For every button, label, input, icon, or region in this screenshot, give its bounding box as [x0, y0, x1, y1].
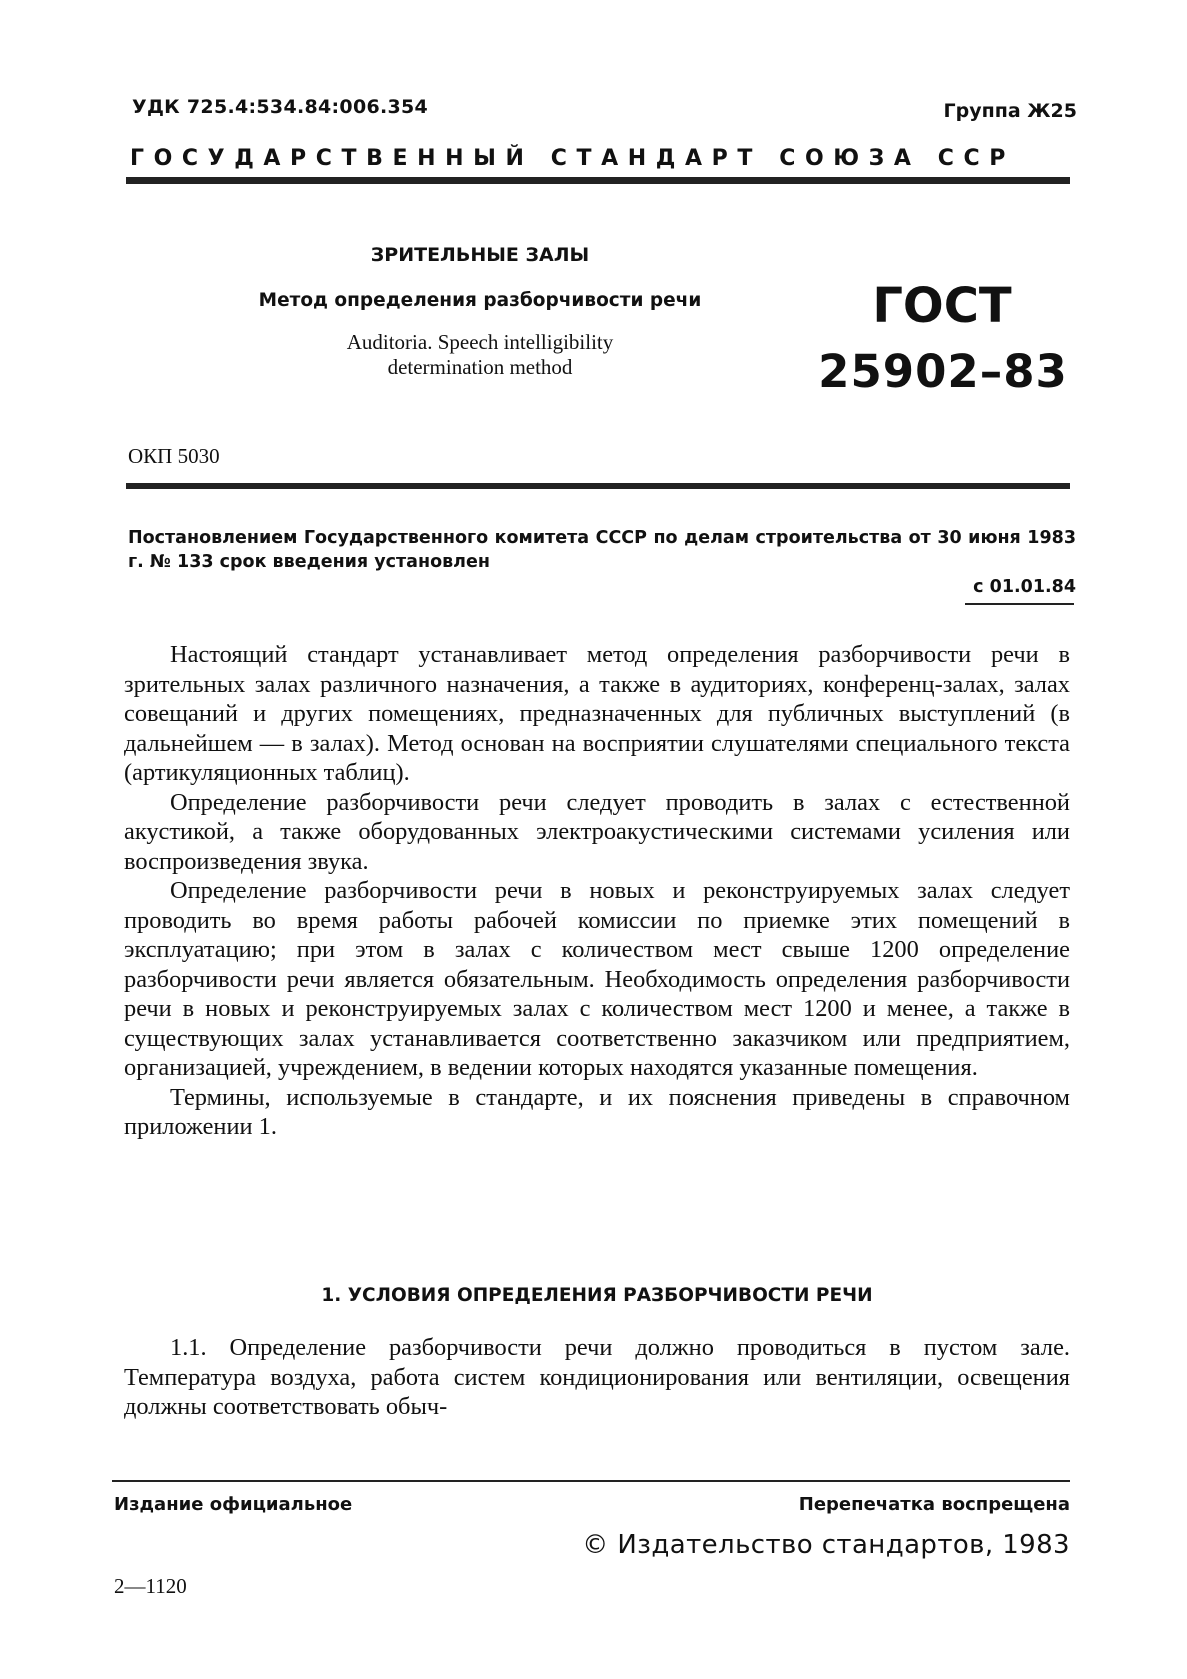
edition-label: Издание официальное: [114, 1494, 353, 1515]
paragraph-1-1: 1.1. Определение разборчивости речи должно проводиться в пустом зале. Температура воздуха, работа систем кондиционирования или вентиляции, освещения должны соответствовать обыч-: [124, 1334, 1070, 1420]
section-1-text: [124, 1333, 1070, 1422]
gost-label: ГОСТ: [872, 278, 1012, 334]
body-text: [124, 640, 1070, 1142]
decree-text: Постановлением Государственного комитета СССР по делам строительства от 30 июня 1983 г. № 133 срок введения установлен: [128, 528, 1076, 572]
english-title-line-2: determination method: [387, 355, 573, 379]
english-title: [200, 330, 760, 380]
section-1-heading: 1. УСЛОВИЯ ОПРЕДЕЛЕНИЯ РАЗБОРЧИВОСТИ РЕЧИ: [321, 1285, 873, 1306]
okp-rule: [126, 483, 1070, 489]
body-paragraph: Определение разборчивости речи следует проводить в залах с естественной акустикой, а также оборудованных электроакустическими системами усиления или воспроизведения звука.: [124, 788, 1070, 875]
footer-rule: [112, 1480, 1070, 1482]
effective-date: с 01.01.84: [973, 577, 1076, 597]
gost-number: 25902–83: [818, 345, 1068, 398]
page-code: 2—1120: [114, 1574, 187, 1598]
body-paragraph: Определение разборчивости речи в новых и реконструируемых залах следует проводить во время работы рабочей комиссии по приемке этих помещений в эксплуатацию; при этом в залах с количеством мест свыше 1200 определение разборчивости речи является обязательным. Необходимость определения разборчивости речи в новых и реконструируемых залах с количеством мест 1200 и менее, а также в существующих залах устанавливается соответственно заказчиком или предприятием, организацией, учреждением, в ведении которых находятся указанные помещения.: [124, 877, 1070, 1081]
document-title: ЗРИТЕЛЬНЫЕ ЗАЛЫ: [370, 244, 590, 266]
okp-code: ОКП 5030: [128, 444, 220, 468]
effective-date-underline: [965, 603, 1074, 605]
english-title-line-1: Auditoria. Speech intelligibility: [346, 330, 614, 354]
copyright-notice: © Издательство стандартов, 1983: [582, 1530, 1070, 1560]
body-paragraph: Термины, используемые в стандарте, и их пояснения приведены в справочном приложении 1.: [124, 1083, 1070, 1140]
group-code: Группа Ж25: [943, 100, 1077, 122]
udk-code: УДК 725.4:534.84:006.354: [132, 96, 429, 118]
standard-header-title: ГОСУДАРСТВЕННЫЙ СТАНДАРТ СОЮЗА ССР: [130, 146, 1016, 171]
reprint-notice: Перепечатка воспрещена: [798, 1494, 1070, 1515]
body-paragraph: Настоящий стандарт устанавливает метод определения разборчивости речи в зрительных залах различного назначения, а также в аудиториях, конференц-залах, залах совещаний и других помещениях, предназначенных для публичных выступлений (в дальнейшем — в залах). Метод основан на восприятии слушателями специального текста (артикуляционных таблиц).: [124, 641, 1070, 786]
document-subtitle: Метод определения разборчивости речи: [258, 290, 702, 311]
header-rule: [126, 177, 1070, 184]
